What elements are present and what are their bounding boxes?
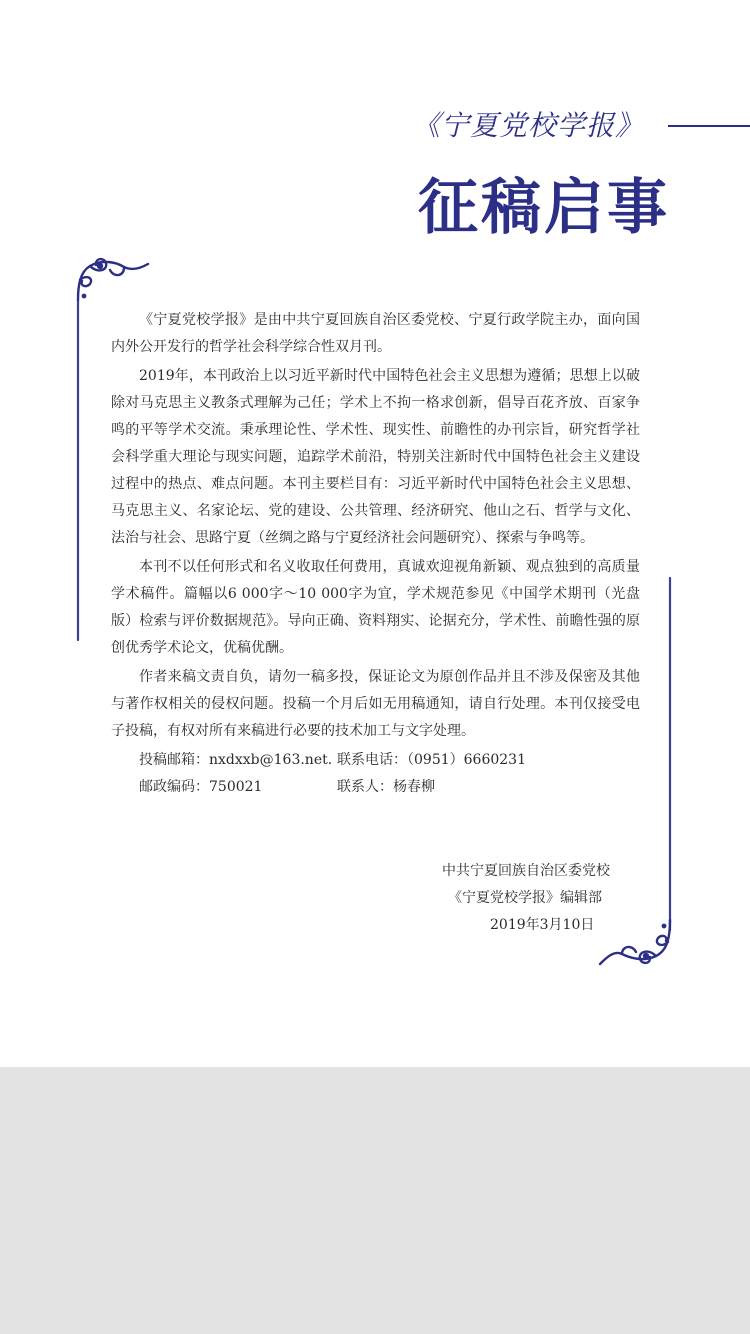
- ornament-dot: [97, 263, 103, 269]
- ornament-dot: [82, 294, 87, 299]
- signature-org: 中共宁夏回族自治区委党校: [442, 863, 610, 879]
- paragraph-responsibility: 作者来稿文责自负，请勿一稿多投，保证论文为原创作品并且不涉及保密及其他与著作权相关的侵权问题。投稿一个月后如无用稿通知，请自行处理。本刊仅接受电子投稿，有权对所有来稿进行必要的技术加工与文字处理。: [111, 669, 640, 739]
- contact-postcode: 邮政编码：750021: [139, 779, 263, 795]
- page-title: 征稿启事: [418, 173, 670, 243]
- signature-dept: 《宁夏党校学报》编辑部: [448, 890, 602, 906]
- contact-row-2: [111, 774, 640, 801]
- paragraph-policy: 2019年，本刊政治上以习近平新时代中国特色社会主义思想为遵循；思想上以破除对马克思主义教条式理解为己任；学术上不拘一格求创新，倡导百花齐放、百家争鸣的平等学术交流。秉承理论性、学术性、现实性、前瞻性的办刊宗旨，研究哲学社会科学重大理论与现实问题，追踪学术前沿，特别关注新时代中国特色社会主义建设过程中的热点、难点问题。本刊主要栏目有：习近平新时代中国特色社会主义思想、马克思主义、名家论坛、党的建设、公共管理、经济研究、他山之石、哲学与文化、法治与社会、思路宁夏（丝绸之路与宁夏经济社会问题研究）、探索与争鸣等。: [111, 368, 640, 546]
- signature-block: [420, 858, 660, 939]
- ornament-dot: [662, 924, 667, 929]
- contact-person: 联系人：杨春柳: [337, 779, 435, 795]
- corner-ornament-top-left-icon: [78, 259, 148, 300]
- paragraph-submission: 本刊不以任何形式和名义收取任何费用，真诚欢迎视角新颖、观点独到的高质量学术稿件。篇幅以6 000字～10 000字为宜，学术规范参见《中国学术期刊（光盘版）检索与评价数据规范》。导向正确、资料翔实、论据充分，学术性、前瞻性强的原创优秀学术论文，优稿优酬。: [111, 559, 640, 656]
- paragraph-intro: 《宁夏党校学报》是由中共宁夏回族自治区委党校、宁夏行政学院主办，面向国内外公开发行的哲学社会科学综合性双月刊。: [111, 312, 640, 355]
- contact-email: 投稿邮箱：nxdxxb@163.net.: [139, 752, 333, 768]
- contact-phone: 联系电话：（0951）6660231: [337, 752, 526, 768]
- notice-body: [111, 307, 640, 801]
- journal-name: 《宁夏党校学报》: [412, 109, 645, 142]
- contact-row-1: [111, 747, 640, 774]
- ornament-dot: [643, 953, 649, 959]
- signature-date: 2019年3月10日: [490, 917, 595, 933]
